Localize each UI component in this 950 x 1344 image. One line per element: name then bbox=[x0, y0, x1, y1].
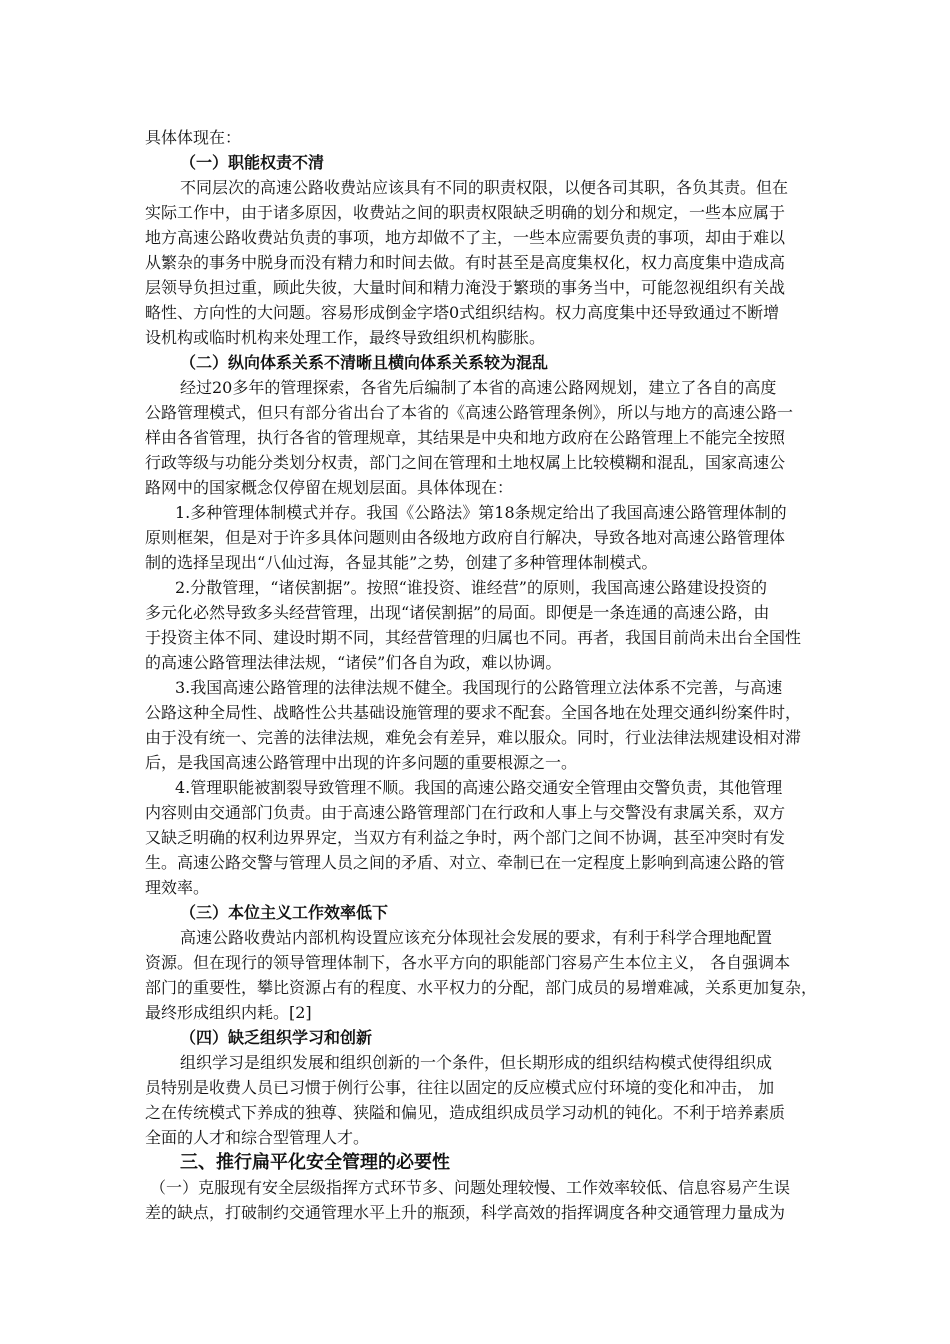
text-line: 制的选择呈现出“八仙过海，各显其能”之势，创建了多种管理体制模式。 bbox=[145, 553, 658, 572]
list-item-1: 1.多种管理体制模式并存。我国《公路法》第18条规定给出了我国高速公路管理体制的 bbox=[175, 503, 787, 522]
text-line: 经过20多年的管理探索，各省先后编制了本省的高速公路网规划，建立了各自的高度 bbox=[180, 378, 777, 397]
text-line: 之在传统模式下养成的独尊、狭隘和偏见，造成组织成员学习动机的钝化。不利于培养素质 bbox=[145, 1103, 786, 1122]
text-line: 全面的人才和综合型管理人才。 bbox=[145, 1128, 370, 1147]
text-line: 从繁杂的事务中脱身而没有精力和时间去做。有时甚至是高度集权化，权力高度集中造成高 bbox=[145, 253, 786, 272]
text-line: 高速公路收费站内部机构设置应该充分体现社会发展的要求，有利于科学合理地配置 bbox=[180, 928, 773, 947]
text-line: 路网中的国家概念仅停留在规划层面。具体体现在： bbox=[145, 478, 514, 497]
text-line: 样由各省管理，执行各省的管理规章，其结果是中央和地方政府在公路管理上不能完全按照 bbox=[145, 428, 786, 447]
text-line: 公路管理模式，但只有部分省出台了本省的《高速公路管理条例》，所以与地方的高速公路一 bbox=[145, 403, 794, 422]
text-line: 生。高速公路交警与管理人员之间的矛盾、对立、牵制已在一定程度上影响到高速公路的管 bbox=[145, 853, 786, 872]
text-line: 设机构或临时机构来处理工作，最终导致组织机构膨胀。 bbox=[145, 328, 546, 347]
text-line: 又缺乏明确的权利边界界定，当双方有利益之争时，两个部门之间不协调，甚至冲突时有发 bbox=[145, 828, 786, 847]
list-item-2: 2.分散管理，“诸侯割据”。按照“谁投资、谁经营”的原则，我国高速公路建设投资的 bbox=[175, 578, 767, 597]
section-heading-3: （三）本位主义工作效率低下 bbox=[180, 903, 389, 922]
text-line: 实际工作中，由于诸多原因，收费站之间的职责权限缺乏明确的划分和规定，一些本应属于 bbox=[145, 203, 786, 222]
text-line: 公路这种全局性、战略性公共基础设施管理的要求不配套。全国各地在处理交通纠纷案件时， bbox=[145, 703, 802, 722]
section-heading-1: （一）职能权责不清 bbox=[180, 153, 325, 172]
list-item-4: 4.管理职能被割裂导致管理不顺。我国的高速公路交通安全管理由交警负责，其他管理 bbox=[175, 778, 783, 797]
list-item-3: 3.我国高速公路管理的法律法规不健全。我国现行的公路管理立法体系不完善，与高速 bbox=[175, 678, 783, 697]
text-line: 的高速公路管理法律法规，“诸侯”们各自为政，难以协调。 bbox=[145, 653, 562, 672]
text-line: 行政等级与功能分类划分权责，部门之间在管理和土地权属上比较模糊和混乱，国家高速公 bbox=[145, 453, 786, 472]
text-line: 多元化必然导致多头经营管理，出现“诸侯割据”的局面。即便是一条连通的高速公路，由 bbox=[145, 603, 770, 622]
text-line: 资源。但在现行的领导管理体制下，各水平方向的职能部门容易产生本位主义， 各自强调本 bbox=[145, 953, 791, 972]
text-line: 不同层次的高速公路收费站应该具有不同的职责权限，以便各司其职，各负其责。但在 bbox=[180, 178, 789, 197]
text-line: 原则框架，但是对于许多具体问题则由各级地方政府自行解决，导致各地对高速公路管理体 bbox=[145, 528, 786, 547]
text-line: 组织学习是组织发展和组织创新的一个条件，但长期形成的组织结构模式使得组织成 bbox=[180, 1053, 773, 1072]
text-line: 地方高速公路收费站负责的事项，地方却做不了主，一些本应需要负责的事项，却由于难以 bbox=[145, 228, 786, 247]
text-line: 具体体现在： bbox=[145, 128, 242, 147]
text-line: 内容则由交通部门负责。由于高速公路管理部门在行政和人事上与交警没有隶属关系，双方 bbox=[145, 803, 786, 822]
section-heading-2: （二）纵向体系关系不清晰且横向体系关系较为混乱 bbox=[180, 353, 549, 372]
text-line: 层领导负担过重，顾此失彼，大量时间和精力淹没于繁琐的事务当中，可能忽视组织有关战 bbox=[145, 278, 786, 297]
text-line: 最终形成组织内耗。[2] bbox=[145, 1003, 312, 1022]
text-line: 由于没有统一、完善的法律法规，难免会有差异，难以服众。同时，行业法律法规建设相对滞 bbox=[145, 728, 802, 747]
text-line: 略性、方向性的大问题。容易形成倒金字塔0式组织结构。权力高度集中还导致通过不断增 bbox=[145, 303, 780, 322]
text-line: 差的缺点，打破制约交通管理水平上升的瓶颈，科学高效的指挥调度各种交通管理力量成为 bbox=[145, 1203, 786, 1222]
text-line: 后，是我国高速公路管理中出现的许多问题的重要根源之一。 bbox=[145, 753, 578, 772]
text-line: 理效率。 bbox=[145, 878, 210, 897]
text-line: 员特别是收费人员已习惯于例行公事，往往以固定的反应模式应付环境的变化和冲击， 加 bbox=[145, 1078, 775, 1097]
section-heading-4: （四）缺乏组织学习和创新 bbox=[180, 1028, 373, 1047]
text-line: 于投资主体不同、建设时期不同，其经营管理的归属也不同。再者，我国目前尚未出台全国性 bbox=[145, 628, 802, 647]
text-line: 部门的重要性，攀比资源占有的程度、水平权力的分配，部门成员的易增难减，关系更加复杂， bbox=[145, 978, 818, 997]
text-line: （一）克服现有安全层级指挥方式环节多、问题处理较慢、工作效率较低、信息容易产生误 bbox=[150, 1178, 791, 1197]
chapter-heading: 三、推行扁平化安全管理的必要性 bbox=[180, 1152, 450, 1173]
